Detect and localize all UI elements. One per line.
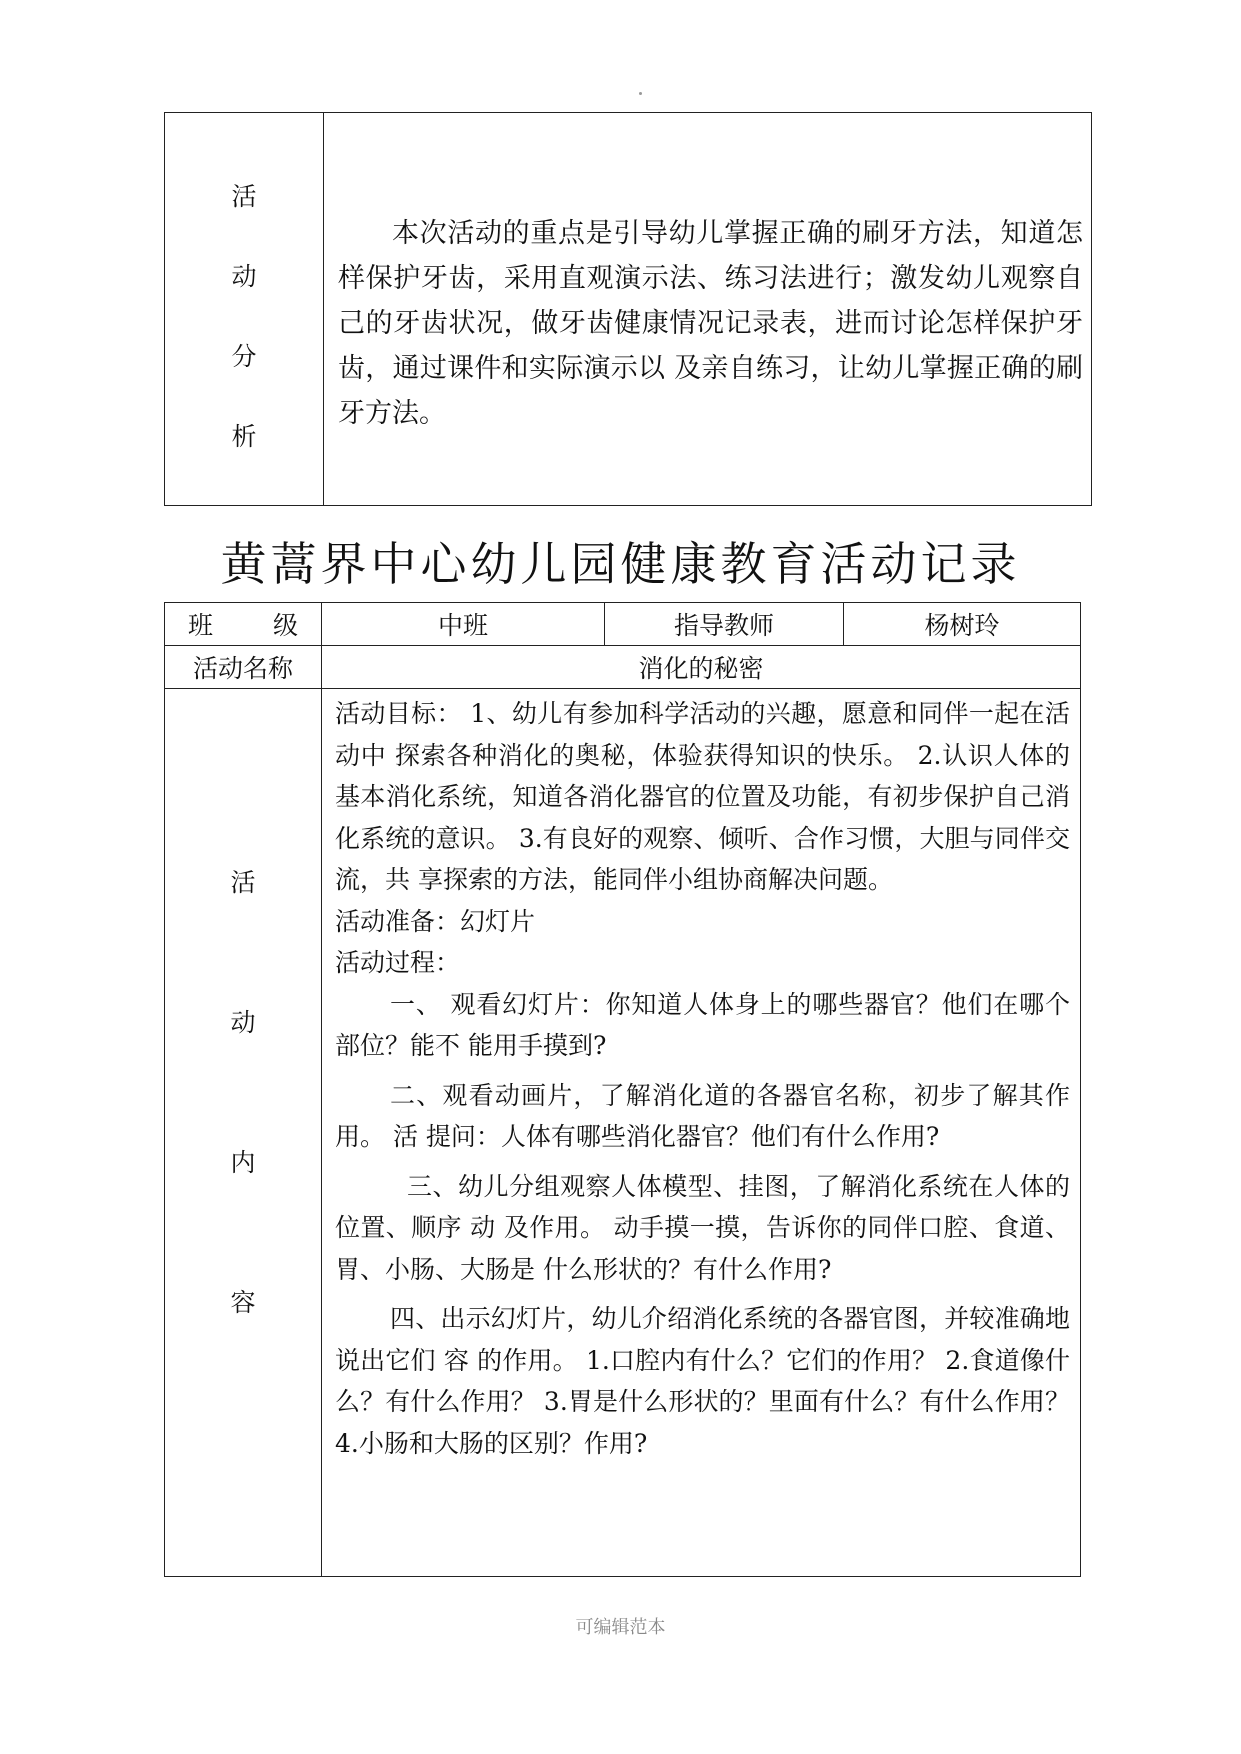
content-label-char: 动 bbox=[230, 1008, 256, 1037]
document-title: 黄蒿界中心幼儿园健康教育活动记录 bbox=[220, 537, 1021, 591]
class-row bbox=[165, 603, 1080, 646]
class-label-char: 班 bbox=[188, 611, 214, 640]
content-label-char: 内 bbox=[230, 1148, 256, 1177]
teacher-value: 杨树玲 bbox=[924, 611, 1000, 640]
activity-process-label: 活动过程： bbox=[335, 948, 461, 977]
page-marker-dot bbox=[639, 92, 642, 95]
activity-content-row bbox=[165, 689, 1080, 1576]
analysis-text-cell bbox=[324, 113, 1091, 505]
activity-name-label: 活动名称 bbox=[165, 646, 322, 688]
process-step-2: 二、观看动画片，了解消化道的各器官名称，初步了解其作用。 活 提问：人体有哪些消化器官？他们有什么作用? bbox=[335, 1080, 1070, 1151]
analysis-label-char: 析 bbox=[231, 422, 257, 451]
activity-preparation: 活动准备：幻灯片 bbox=[335, 906, 536, 936]
activity-goals: 活动目标： 1、幼儿有参加科学活动的兴趣，愿意和同伴一起在活动中 探索各种消化的奥秘，体验获得知识的快乐。 2.认识人体的基本消化系统，知道各消化器官的位置及功能，有初步保护自己消化系统的意识。 3.有良好的观察、倾听、合作习惯，大胆与同伴交流，共 享探索的方法，能同伴小组协商解决问题。 bbox=[335, 699, 1070, 894]
record-table bbox=[164, 602, 1081, 1577]
analysis-label-char: 活 bbox=[231, 182, 257, 211]
analysis-label-cell bbox=[165, 113, 324, 505]
analysis-label-char: 动 bbox=[231, 262, 257, 291]
class-value: 中班 bbox=[322, 603, 605, 645]
content-label-char: 活 bbox=[230, 868, 256, 897]
teacher-label: 指导教师 bbox=[605, 603, 844, 645]
activity-name-row bbox=[165, 646, 1080, 689]
analysis-label-char: 分 bbox=[231, 342, 257, 371]
process-step-1: 一、 观看幻灯片：你知道人体身上的哪些器官？他们在哪个部位？能不 能用手摸到? bbox=[335, 989, 1070, 1060]
content-label-cell bbox=[165, 689, 322, 1576]
class-label-cell bbox=[165, 603, 322, 645]
class-label-char: 级 bbox=[272, 611, 298, 640]
process-step-3: 三、幼儿分组观察人体模型、挂图，了解消化系统在人体的位置、顺序 动 及作用。 动手摸一摸，告诉你的同伴口腔、食道、胃、小肠、大肠是 什么形状的？有什么作用? bbox=[335, 1171, 1070, 1284]
analysis-table bbox=[164, 112, 1092, 506]
analysis-paragraph: 本次活动的重点是引导幼儿掌握正确的刷牙方法，知道怎样保护牙齿，采用直观演示法、练习法进行；激发幼儿观察自己的牙齿状况，做牙齿健康情况记录表，进而讨论怎样保护牙齿，通过课件和实际演示以 及亲自练习，让幼儿掌握正确的刷牙方法。 bbox=[338, 218, 1083, 429]
page-footer: 可编辑范本 bbox=[575, 1617, 666, 1638]
content-text-cell bbox=[335, 693, 1070, 1464]
activity-name-value: 消化的秘密 bbox=[638, 654, 764, 683]
process-step-4: 四、出示幻灯片，幼儿介绍消化系统的各器官图，并较准确地说出它们 容 的作用。 1.口腔内有什么？它们的作用？ 2.食道像什么？有什么作用？ 3.胃是什么形状的？里面有什么？有什么作用？ 4.小肠和大肠的区别？作用? bbox=[335, 1304, 1070, 1458]
content-label-char: 容 bbox=[230, 1288, 256, 1317]
